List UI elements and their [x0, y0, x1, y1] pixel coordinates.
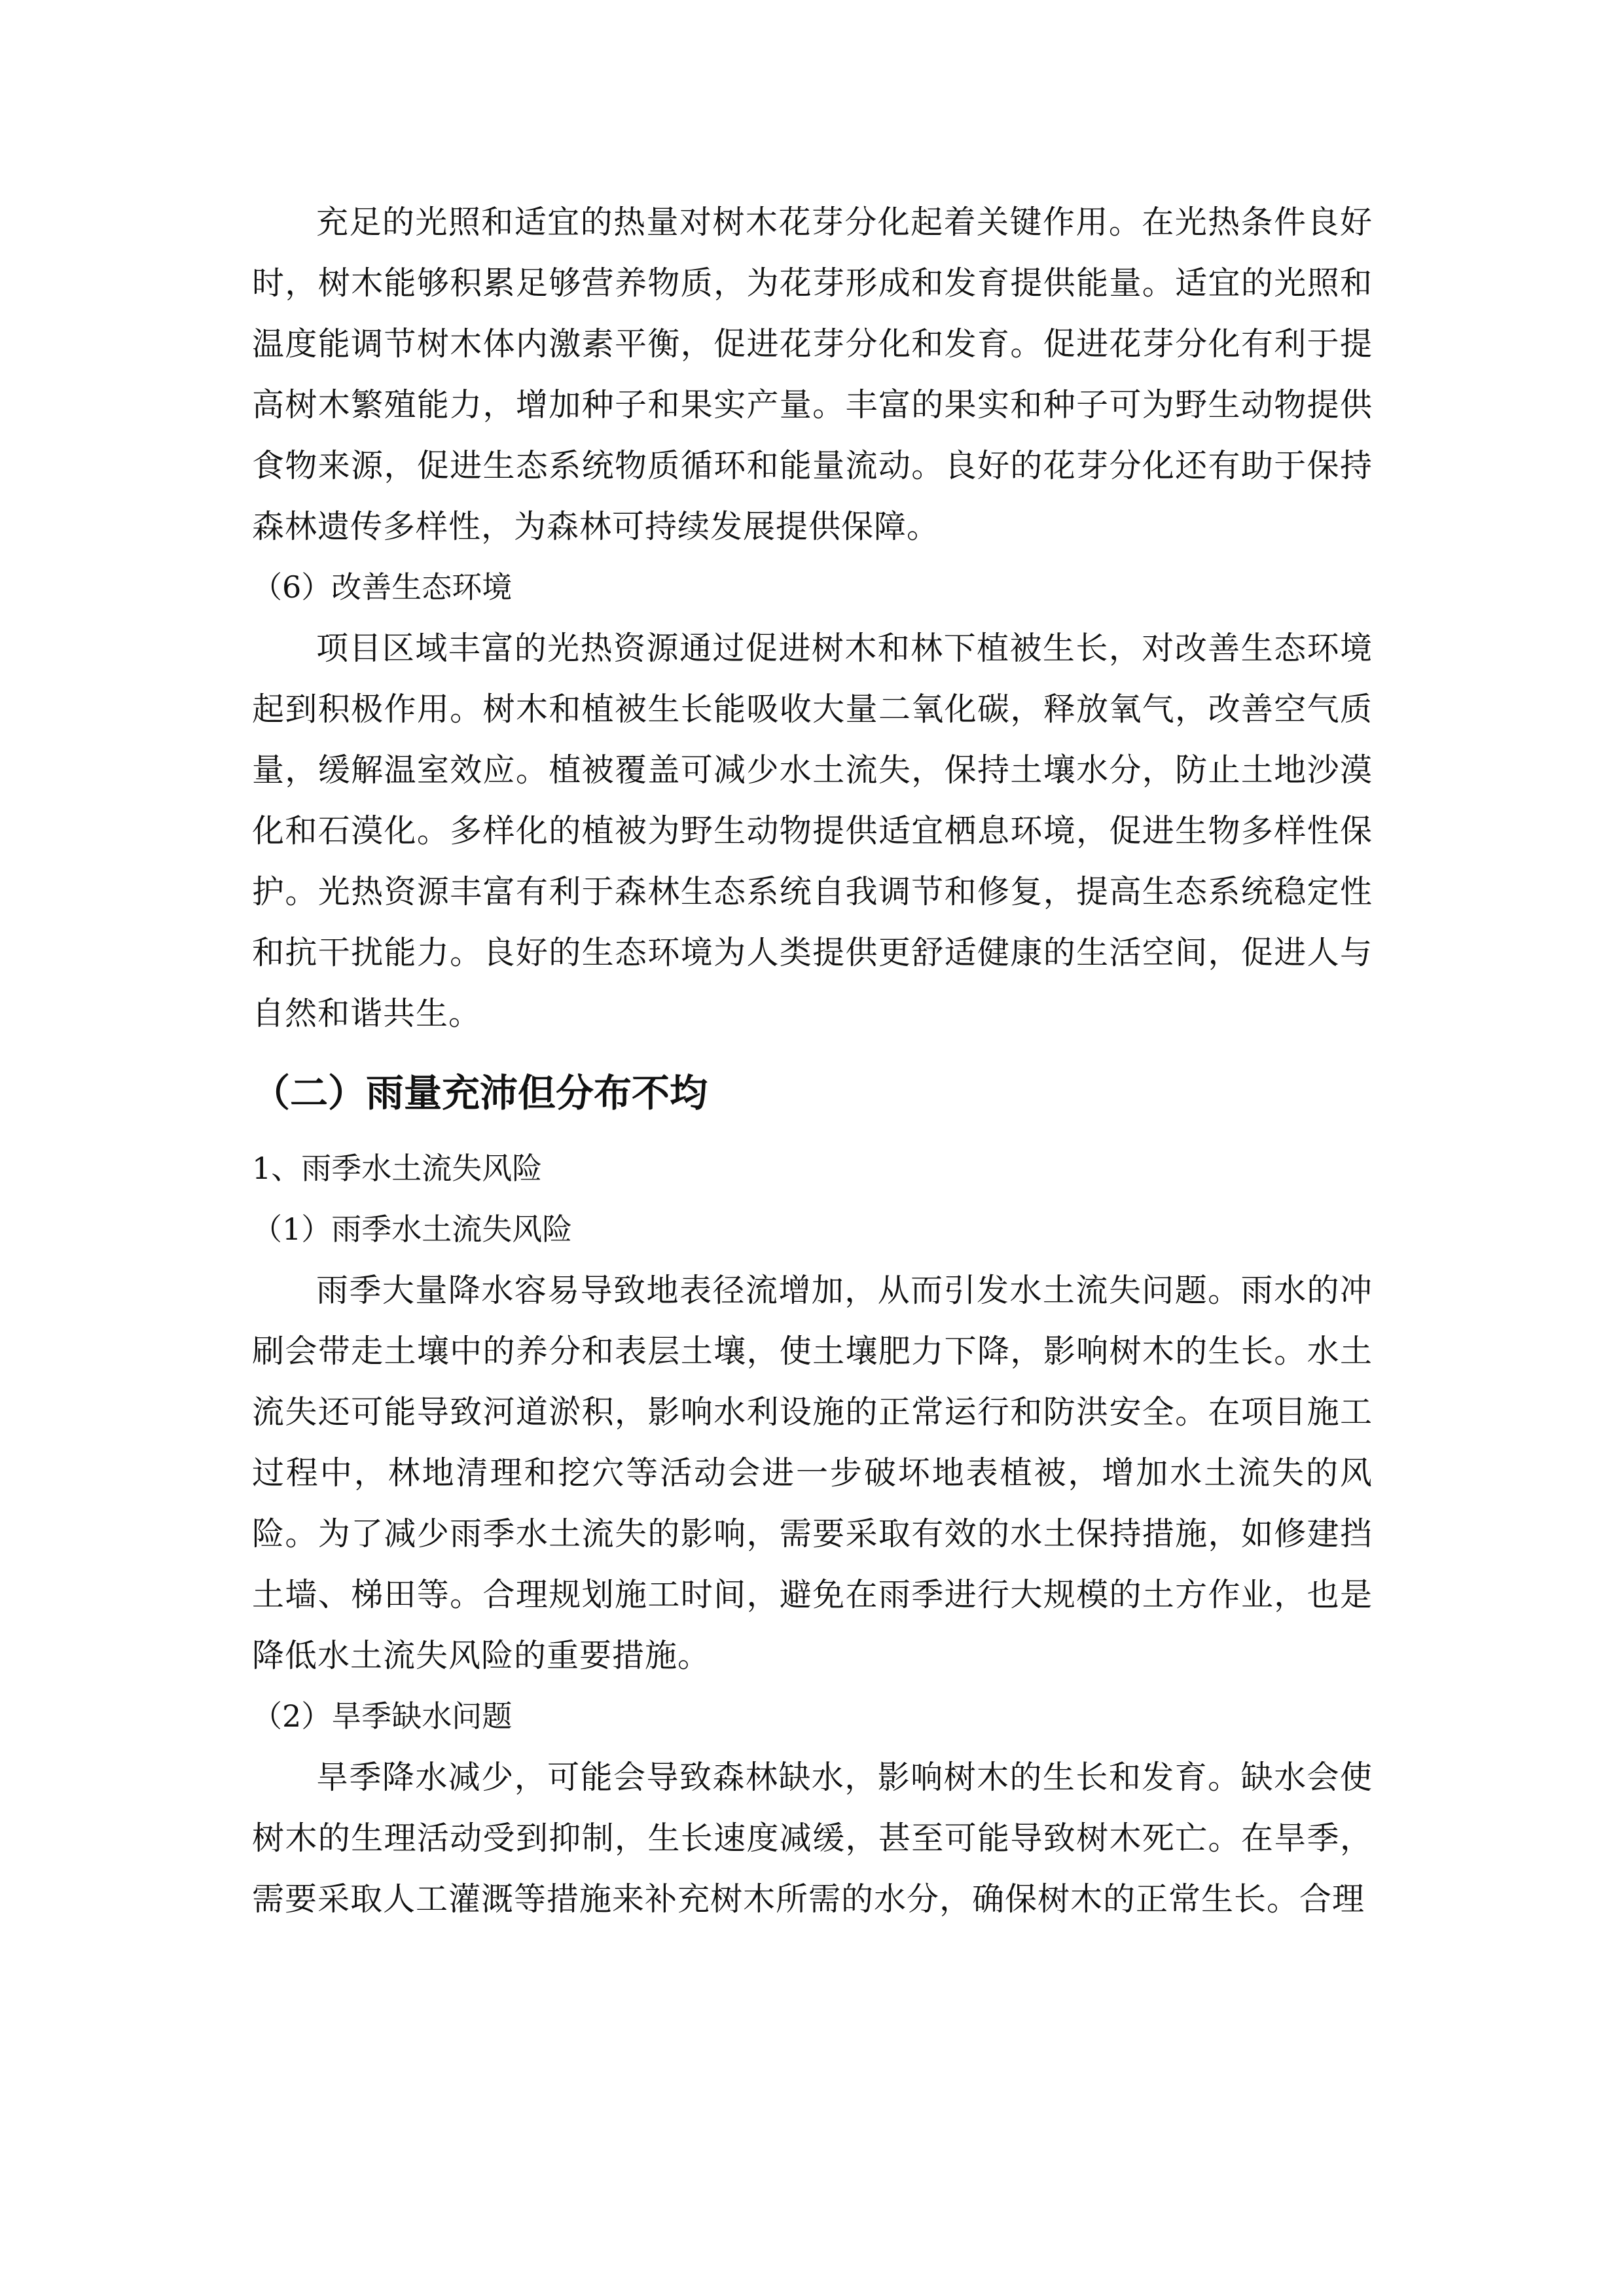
subheading-rainy-season-erosion: （1）雨季水土流失风险	[252, 1211, 573, 1247]
paragraph-dry-season-water: 旱季降水减少，可能会导致森林缺水，影响树木的生长和发育。缺水会使树木的生理活动受到抑制，生长速度减缓，甚至可能导致树木死亡。在旱季，需要采取人工灌溉等措施来补充树木所需的水分，确保树木的正常生长。合理	[252, 1759, 1373, 1918]
subheading-dry-season-water: （2）旱季缺水问题	[252, 1698, 513, 1734]
subheading-improve-ecology: （6）改善生态环境	[252, 569, 513, 605]
document-body	[252, 192, 1373, 1929]
section-heading-rainfall: （二）雨量充沛但分布不均	[252, 1071, 708, 1115]
paragraph-flower-bud-differentiation: 充足的光照和适宜的热量对树木花芽分化起着关键作用。在光热条件良好时，树木能够积累足够营养物质，为花芽形成和发育提供能量。适宜的光照和温度能调节树木体内激素平衡，促进花芽分化和发育。促进花芽分化有利于提高树木繁殖能力，增加种子和果实产量。丰富的果实和种子可为野生动物提供食物来源，促进生态系统物质循环和能量流动。良好的花芽分化还有助于保持森林遗传多样性，为森林可持续发展提供保障。	[252, 204, 1373, 545]
paragraph-improve-ecology: 项目区域丰富的光热资源通过促进树木和林下植被生长，对改善生态环境起到积极作用。树木和植被生长能吸收大量二氧化碳，释放氧气，改善空气质量，缓解温室效应。植被覆盖可减少水土流失，保持土壤水分，防止土地沙漠化和石漠化。多样化的植被为野生动物提供适宜栖息环境，促进生物多样性保护。光热资源丰富有利于森林生态系统自我调节和修复，提高生态系统稳定性和抗干扰能力。良好的生态环境为人类提供更舒适健康的生活空间，促进人与自然和谐共生。	[252, 630, 1373, 1032]
paragraph-rainy-season-erosion: 雨季大量降水容易导致地表径流增加，从而引发水土流失问题。雨水的冲刷会带走土壤中的养分和表层土壤，使土壤肥力下降，影响树木的生长。水土流失还可能导致河道淤积，影响水利设施的正常运行和防洪安全。在项目施工过程中，林地清理和挖穴等活动会进一步破坏地表植被，增加水土流失的风险。为了减少雨季水土流失的影响，需要采取有效的水土保持措施，如修建挡土墙、梯田等。合理规划施工时间，避免在雨季进行大规模的土方作业，也是降低水土流失风险的重要措施。	[252, 1272, 1373, 1674]
subheading-rainy-season-risk: 1、雨季水土流失风险	[252, 1151, 543, 1186]
